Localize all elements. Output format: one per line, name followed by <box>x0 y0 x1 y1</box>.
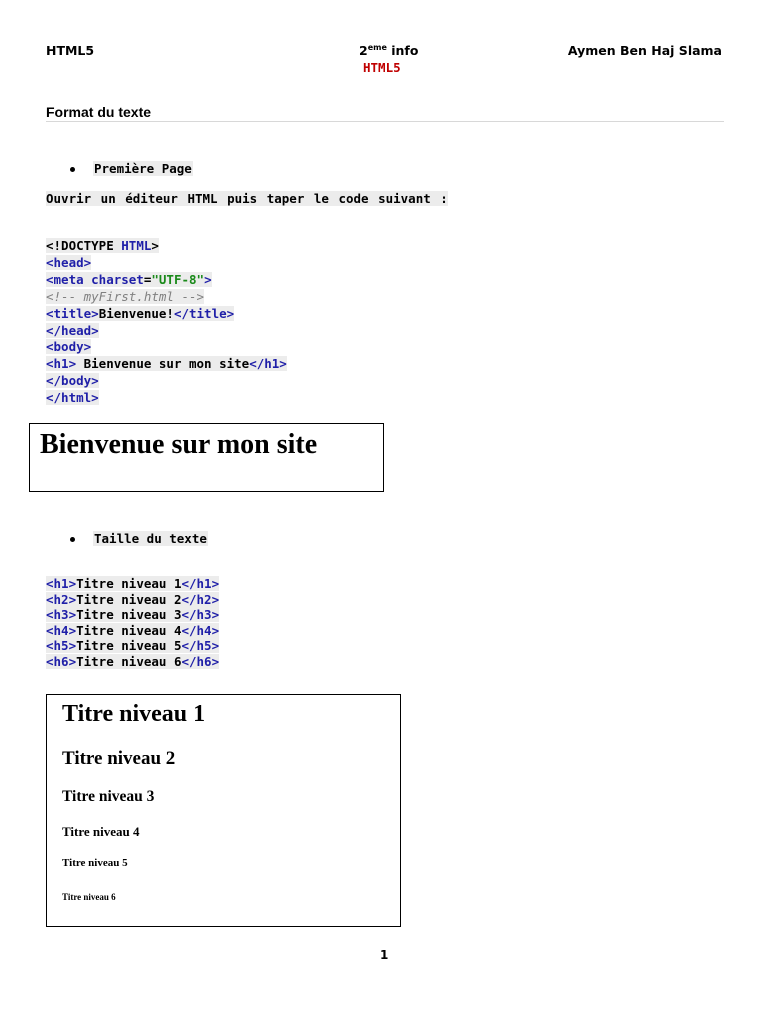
code-token: </h1> <box>249 356 287 372</box>
rendered-h1: Bienvenue sur mon site <box>40 429 318 460</box>
bullet-icon <box>70 537 75 542</box>
code-block-html <box>46 238 287 407</box>
code-token: Titre niveau 4 <box>76 622 182 638</box>
code-token: > <box>151 238 159 253</box>
rendered-h6: Titre niveau 6 <box>62 892 116 902</box>
code-line <box>46 356 287 373</box>
code-token: </body> <box>46 373 99 389</box>
header-center-subtitle: HTML5 <box>363 60 401 75</box>
code-token: <h4> <box>46 622 77 638</box>
code-line <box>46 255 287 272</box>
code-token: <!DOCTYPE <box>46 238 122 253</box>
code-line <box>46 390 287 407</box>
code-token: > <box>204 271 212 287</box>
header-left: HTML5 <box>46 43 95 58</box>
header-center <box>359 43 418 58</box>
rendered-output-box <box>29 423 384 492</box>
code-token: <h3> <box>46 607 77 623</box>
rendered-headings <box>62 695 392 925</box>
code-token: Titre niveau 6 <box>76 653 182 669</box>
bullet-icon <box>70 167 75 172</box>
code-token: </html> <box>46 390 99 406</box>
code-token: <h1> <box>46 356 77 372</box>
code-token: Titre niveau 1 <box>76 576 182 591</box>
code-token: </h3> <box>181 607 220 623</box>
rendered-h5: Titre niveau 5 <box>62 857 128 869</box>
code-token: <head> <box>46 254 92 270</box>
code-line <box>46 339 287 356</box>
code-token: = <box>143 271 152 287</box>
code-line <box>46 623 219 639</box>
code-line <box>46 638 219 654</box>
code-line <box>46 592 219 608</box>
code-token: <meta <box>46 271 92 287</box>
code-token: </h2> <box>181 591 220 607</box>
page-number: 1 <box>380 948 389 962</box>
code-line <box>46 654 219 670</box>
code-token: </h6> <box>181 653 220 669</box>
code-line <box>46 323 287 340</box>
code-line <box>46 306 287 323</box>
header-center-main: 2 <box>359 43 368 59</box>
code-token: "UTF-8" <box>151 271 205 287</box>
section-title: Format du texte <box>46 104 152 120</box>
rendered-headings-box <box>46 694 401 927</box>
header-center-rest: info <box>386 43 419 59</box>
header-center-sup: eme <box>367 43 387 52</box>
bullet-label: Première Page <box>94 161 192 176</box>
instruction-text: Ouvrir un éditeur HTML puis taper le code suivant : <box>46 191 448 206</box>
code-token: Bienvenue sur mon site <box>76 356 250 372</box>
code-token: <h6> <box>46 653 77 669</box>
code-token: charset <box>91 271 144 287</box>
code-token: <h1> <box>46 576 77 591</box>
code-token: </h4> <box>181 622 220 638</box>
code-token: </head> <box>46 322 99 338</box>
code-token: <h2> <box>46 591 77 607</box>
code-token: </title> <box>173 305 235 321</box>
code-token: <title> <box>46 305 99 321</box>
rendered-h1: Titre niveau 1 <box>62 701 206 727</box>
section-divider <box>46 121 724 122</box>
code-token: </h1> <box>181 576 220 591</box>
code-line <box>46 272 287 289</box>
code-line <box>46 607 219 623</box>
code-token: <h5> <box>46 638 77 654</box>
code-token: Bienvenue! <box>98 305 174 321</box>
code-line <box>46 238 287 255</box>
code-token: HTML <box>121 238 152 253</box>
code-line <box>46 576 219 592</box>
code-token: Titre niveau 5 <box>76 638 182 654</box>
code-line <box>46 373 287 390</box>
code-token: </h5> <box>181 638 220 654</box>
code-token: <body> <box>46 339 92 355</box>
rendered-h4: Titre niveau 4 <box>62 824 140 839</box>
code-token: Titre niveau 3 <box>76 607 182 623</box>
code-comment: <!-- myFirst.html --> <box>46 288 205 304</box>
code-token: Titre niveau 2 <box>76 591 182 607</box>
header-right: Aymen Ben Haj Slama <box>567 43 722 58</box>
bullet-label: Taille du texte <box>94 531 207 546</box>
rendered-h2: Titre niveau 2 <box>62 748 176 769</box>
code-line <box>46 289 287 306</box>
rendered-h3: Titre niveau 3 <box>62 788 155 805</box>
code-block-headings <box>46 576 219 670</box>
